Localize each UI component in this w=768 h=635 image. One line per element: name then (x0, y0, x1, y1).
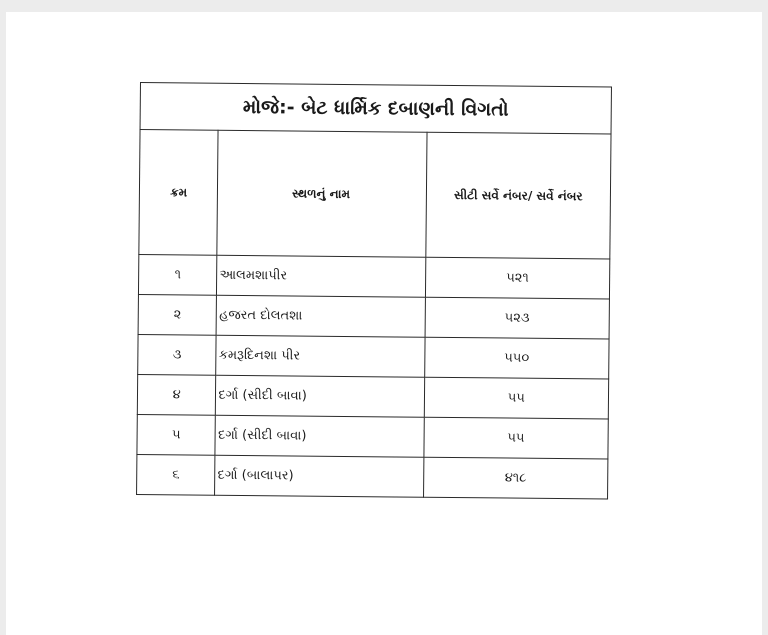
header-place-name: સ્થળનું નામ (217, 130, 427, 257)
row-survey-number: ૫૫ (424, 417, 609, 459)
table-row (137, 414, 608, 459)
row-place-name: દર્ગા (બાલાપર) (215, 455, 424, 497)
row-place-name: કમરૂદિનશા પીર (216, 335, 425, 377)
title-row (140, 83, 611, 135)
row-place-name: આલમશાપીર (217, 255, 426, 297)
table-row (138, 294, 609, 339)
row-survey-number: ૫૨૧ (425, 257, 610, 299)
header-row (139, 130, 611, 260)
row-survey-number: ૫૫૦ (424, 337, 609, 379)
table-row (138, 334, 609, 379)
row-place-name: દર્ગા (સીદી બાવા) (215, 415, 424, 457)
row-serial: ૧ (138, 254, 217, 295)
header-survey-number: સીટી સર્વે નંબર/ સર્વે નંબર (426, 132, 611, 259)
row-serial: ૬ (137, 454, 216, 495)
table-row (138, 254, 609, 299)
document-page (6, 12, 762, 635)
row-serial: ૩ (138, 334, 217, 375)
row-place-name: હજરત દોલતશા (216, 295, 425, 337)
row-place-name: દર્ગા (સીદી બાવા) (216, 375, 425, 417)
row-survey-number: ૫૨૩ (425, 297, 610, 339)
table-row (137, 454, 608, 499)
table-row (137, 374, 608, 419)
header-serial: ક્રમ (139, 130, 219, 256)
religious-encroachment-table (136, 82, 612, 500)
table-title: મોજે:- બેટ ધાર્મિક દબાણની વિગતો (140, 83, 611, 135)
row-survey-number: ૫૫ (424, 377, 609, 419)
row-serial: ૫ (137, 414, 216, 455)
row-serial: ૪ (137, 374, 216, 415)
row-survey-number: ૪૧૮ (423, 457, 608, 499)
row-serial: ૨ (138, 294, 217, 335)
